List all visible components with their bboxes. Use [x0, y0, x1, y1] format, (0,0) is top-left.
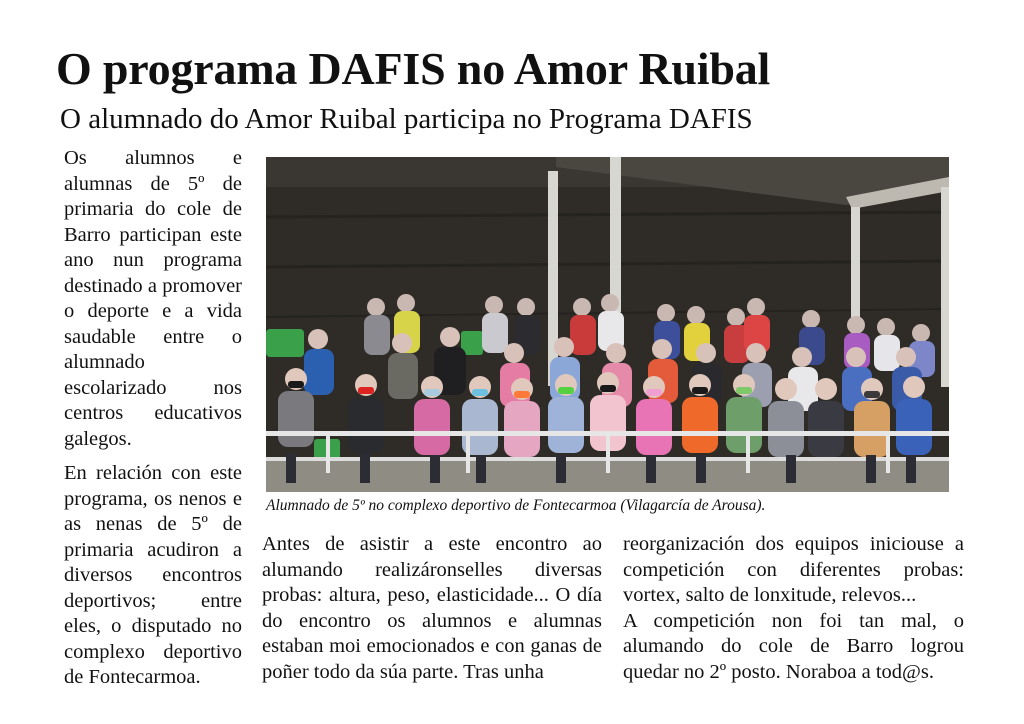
column-left [64, 146, 242, 691]
column-middle [262, 532, 602, 685]
paragraph-before-encounter: Antes de asistir a este encontro ao alumando realizáronselles diversas probas: altura, peso, elasticidade... O día do encontro os alumnos e alumnas estaban moi emocionados e con ganas de poñer todo da súa parte. Tras unha [262, 533, 602, 683]
paragraph-competition: reorganización dos equipos iniciouse a competición con diferentes probas: vortex, salto de lonxitude, relevos... [623, 533, 964, 606]
photo-caption: Alumnado de 5º no complexo deportivo de Fontecarmoa (Vilagarcía de Arousa). [266, 497, 766, 514]
group-photo [266, 157, 949, 492]
article-subtitle: O alumnado do Amor Ruibal participa no Programa DAFIS [60, 103, 753, 135]
paragraph-intro: Os alumnos e alumnas de 5º de primaria do cole de Barro participan este ano nun programa destinado a promover o deporte e a vida saudable entre o alumnado escolarizado nos centros educativos galegos. [64, 147, 242, 450]
column-right [623, 532, 964, 685]
paragraph-result: A competición non foi tan mal, o alumando do cole de Barro logrou quedar no 2º posto. Noraboa a tod@s. [623, 609, 964, 683]
paragraph-encounters: En relación con este programa, os nenos e as nenas de 5º de primaria acudiron a diversos encontros deportivos; entre eles, o disputado no complexo deportivo de Fontecarmoa. [64, 462, 242, 688]
article-title: O programa DAFIS no Amor Ruibal [56, 43, 771, 94]
group-photo-illustration [266, 157, 949, 492]
